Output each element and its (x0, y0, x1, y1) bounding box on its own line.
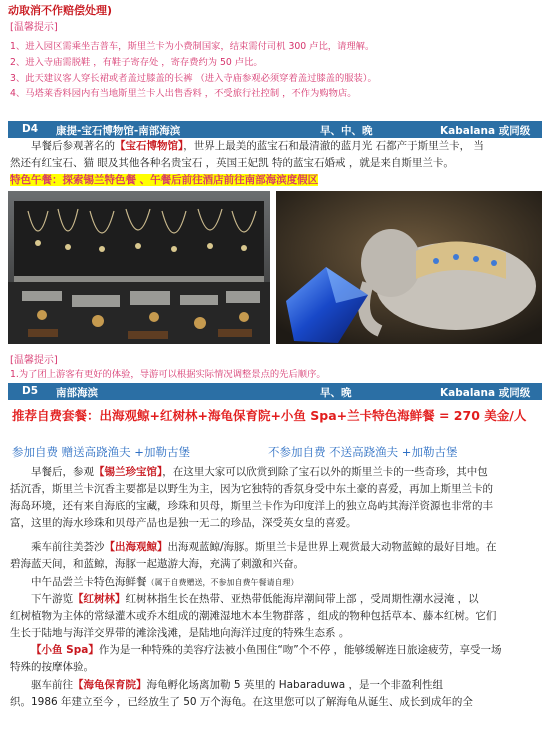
tips-label: [温馨提示] (10, 22, 58, 33)
tip-line: 3、此天建议客人穿长裙或者盖过膝盖的长裤 （进入寺庙参观必须穿着盖过膝盖的服装）。 (10, 73, 377, 84)
option-skip: 不参加自费 不送高跷渔夫 +加勒古堡 (268, 445, 458, 459)
treasure-house-paragraph: 早餐后，参观【锡兰珍宝馆】，在这里大家可以欣赏到除了宝石以外的斯里兰卡的一些奇珍，其中包 括沉香，斯里兰卡沉香主要都是以野生为主，因为它独特的香氛身受中东土豪的喜爱，再加上斯里兰卡的 海岛环境，还有来自海底的宝藏，珍珠和贝母，斯里兰卡作为印度洋上的独立岛屿其海洋资源也非常的丰 富，这里的海水珍珠和贝母产品也是独一无二的珍品，深受英女皇的喜爱。 (10, 466, 493, 529)
package-offer: 推荐自费套餐：出海观鲸+红树林+海龟保育院+小鱼 Spa+兰卡特色海鲜餐 = 270 美金/人 (12, 408, 527, 423)
day-meals: 早、中、晚 (320, 125, 373, 137)
tip-line: 4、马塔莱香料园内有当地斯里兰卡人出售香料 ，不受旅行社控制 ，不作为购物店。 (10, 88, 357, 99)
tip-line: 1.为了团上游客有更好的体验，导游可以根据实际情况调整景点的先后顺序。 (10, 369, 326, 380)
mangrove-paragraph: 下午游览【红树林】红树林指生长在热带、亚热带低能海岸潮间带上部 ，受周期性潮水浸淹 ，以 红树植物为主体的常绿灌木或乔木组成的潮滩湿地木本生物群落 ，组成的物种包括草本、藤本红树。它们 生长于陆地与海洋交界带的滩涂浅滩，是陆地向海洋过度的特殊生态系 。 (10, 593, 497, 639)
gem-elephant-image (276, 191, 542, 344)
seafood-lunch-line: 中午品尝兰卡特色海鲜餐（属于自费赠送，不参加自费午餐请自理） (31, 576, 299, 588)
day5-header-bar (8, 383, 542, 400)
special-lunch-note: 特色午餐：探索锡兰特色餐 、午餐后前往酒店前往南部海滨度假区 (10, 174, 319, 186)
day4-paragraph: 早餐后参观著名的【宝石博物馆】，世界上最美的蓝宝石和最清澈的蓝月光 石都产于斯里兰卡， 当 然还有红宝石、猫 眼及其他各种名贵宝石 ，英国王妃凯 特的蓝宝石婚戒 ，就是来自斯里兰卡。 (10, 140, 484, 169)
day-meals: 早、晚 (320, 387, 352, 399)
gem-museum-link: 【宝石博物馆】 (115, 140, 184, 152)
tip-line: 2、进入寺庙需脱鞋 ，有鞋子寄存处 ，寄存费约为 50 卢比。 (10, 57, 263, 68)
day-hotel: Kabalana 或同级 (440, 387, 531, 399)
whale-watching-paragraph: 乘车前往美荟沙【出海观鲸】出海观蓝鲸/海豚。斯里兰卡是世界上观赏最大动物蓝鲸的最好目地。在 碧海蓝天间，和蓝鲸，海豚一起遨游大海，充满了刺激和兴奋。 (10, 541, 497, 570)
day-hotel: Kabalana 或同级 (440, 125, 531, 137)
jewelry-display-photo (8, 191, 270, 344)
tips-label: [温馨提示] (10, 355, 58, 366)
turtle-hatchery-paragraph: 驱车前往【海龟保育院】海龟孵化场离加勒 5 英里的 Habaraduwa ，是一个非盈利性组 织。1986 年建立至今 ，已经放生了 50 万个海龟。在这里您可以了解海龟从诞生、成长到成年的全 (10, 679, 473, 708)
tip-line: 1、进入园区需乘坐吉普车，斯里兰卡为小费制国家，结束需付司机 300 卢比，请理解。 (10, 41, 375, 52)
jewelry-display-image (8, 191, 270, 344)
gem-elephant-photo (276, 191, 542, 344)
day4-header-bar (8, 121, 542, 138)
cancellation-notice: 动取消不作赔偿处理) (8, 4, 113, 17)
day-number: D5 (22, 385, 39, 397)
fish-spa-paragraph: 【小鱼 Spa】作为是一种特殊的美容疗法被小鱼围住“吻”个不停 ，能够缓解连日旅途疲劳，享受一场 特殊的按摩体验。 (10, 644, 502, 673)
option-join: 参加自费 赠送高跷渔夫 +加勒古堡 (12, 445, 190, 459)
day-number: D4 (22, 123, 39, 135)
day-route: 南部海滨 (56, 387, 98, 399)
day-route: 康提-宝石博物馆-南部海滨 (56, 125, 181, 137)
